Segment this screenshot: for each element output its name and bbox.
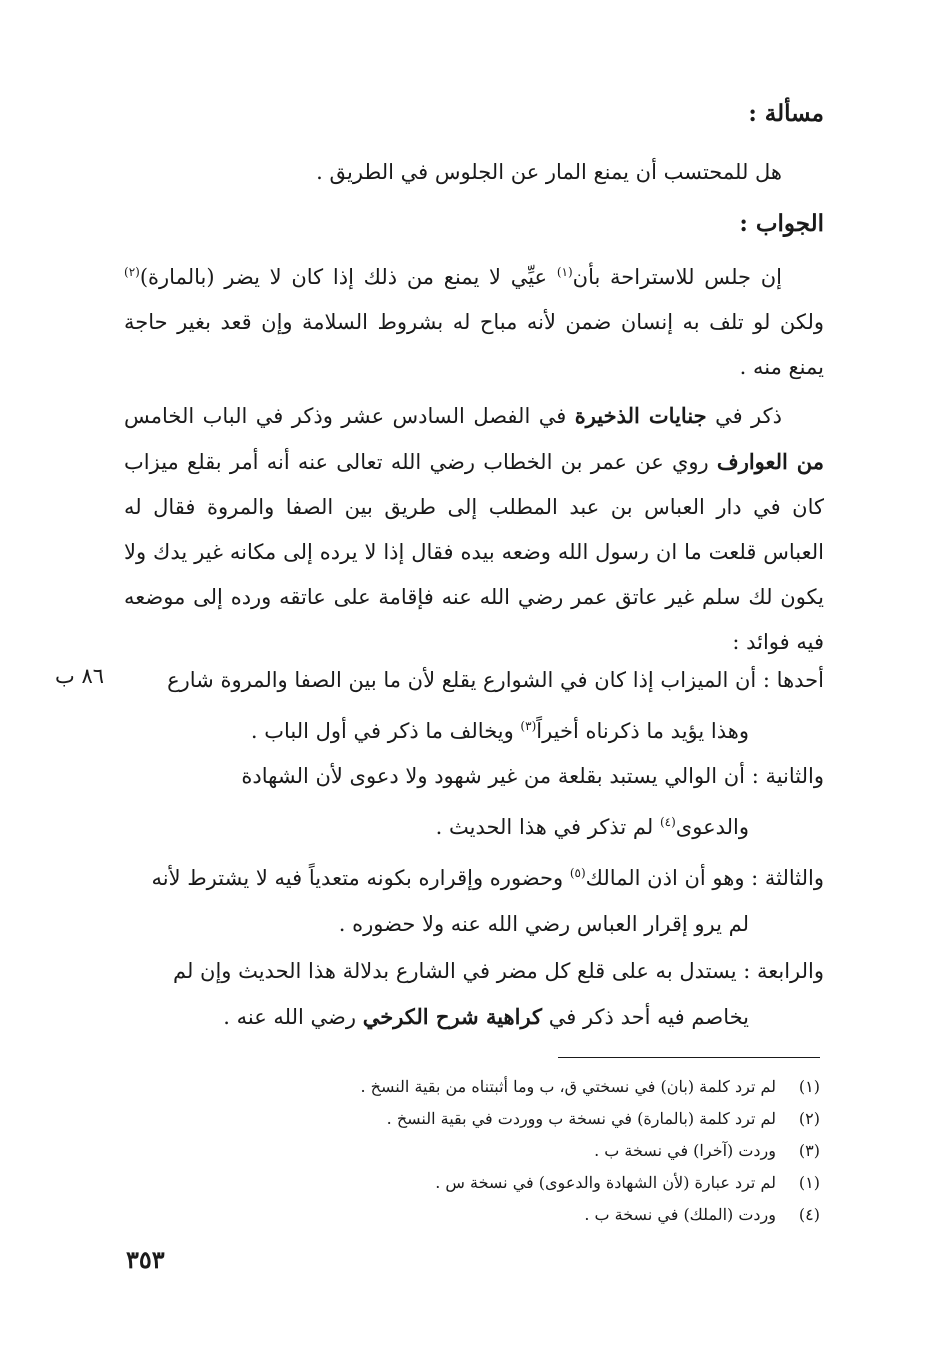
footnote-number: (٤)	[798, 1205, 820, 1224]
footnote-ref-1: (١)	[556, 265, 573, 279]
benefit-2-text-end: لم تذكر في هذا الحديث .	[435, 815, 660, 839]
benefit-3	[112, 850, 824, 947]
benefit-2	[112, 753, 824, 850]
footnote-text: وردت (آخرا) في نسخة ب .	[594, 1141, 776, 1160]
footnote-3	[594, 1136, 820, 1166]
footnote-text: وردت (الملك) في نسخة ب .	[584, 1205, 776, 1224]
footnote-4	[435, 1168, 820, 1198]
footnote-5	[584, 1200, 820, 1230]
benefit-2-continuation	[112, 799, 824, 850]
benefit-4	[112, 948, 824, 1040]
footnote-text: لم ترد كلمة (بان) في نسختي ق، ب وما أثبتناه من بقية النسخ .	[360, 1077, 776, 1096]
footnote-ref-4: (٤)	[659, 815, 676, 829]
source-title-awarif: من العوارف	[716, 449, 824, 474]
footnote-divider	[558, 1057, 820, 1058]
benefit-3-text: والثالثة : وهو أن اذن المالك	[585, 866, 824, 890]
footnote-number: (١)	[798, 1077, 820, 1096]
benefit-1-continuation	[112, 703, 824, 754]
footnote-ref-5: (٥)	[569, 866, 586, 880]
footnote-1	[360, 1072, 820, 1102]
benefit-3-text-2: وحضوره وإقراره بكونه متعدياً فيه لا يشترط لأنه	[151, 866, 570, 890]
narration-text-1: ذكر في	[706, 404, 782, 428]
benefit-3-continuation: لم يرو إقرار العباس رضي الله عنه ولا حضوره .	[338, 912, 749, 936]
answer-paragraph	[124, 250, 824, 390]
answer-text-2: عيِّي لا يمنع من ذلك إذا كان لا يضر (بالمارة)	[139, 265, 557, 289]
benefit-1-text-end: ويخالف ما ذكر في أول الباب .	[250, 719, 521, 743]
footnote-number: (٢)	[798, 1109, 820, 1128]
benefit-2-text: والدعوى	[675, 815, 749, 839]
narration-text-2: في الفصل السادس عشر وذكر في الباب الخامس	[124, 404, 575, 428]
benefit-4-text: يخاصم فيه أحد ذكر في	[542, 1005, 749, 1029]
margin-folio-note: ٨٦ ب	[55, 664, 105, 688]
benefit-1	[112, 657, 824, 754]
footnote-text: لم ترد عبارة (لأن الشهادة والدعوى) في نسخة س .	[435, 1173, 776, 1192]
footnote-number: (١)	[798, 1173, 820, 1192]
answer-text-1: إن جلس للاستراحة بأن	[572, 265, 782, 289]
benefit-4-continuation	[112, 994, 824, 1040]
source-title-karkhi: كراهية شرح الكرخي	[362, 1004, 543, 1029]
benefit-1-text: وهذا يؤيد ما ذكرناه أخيراً	[536, 719, 749, 743]
question-text: هل للمحتسب أن يمنع المار عن الجلوس في الطريق .	[316, 160, 782, 184]
answer-heading: الجواب :	[739, 210, 824, 237]
benefit-4-line: والرابعة : يستدل به على قلع كل مضر في الشارع بدلالة هذا الحديث وإن لم	[172, 959, 824, 983]
benefit-1-line: أحدها : أن الميزاب إذا كان في الشوارع يقلع لأن ما بين الصفا والمروة شارع	[167, 668, 824, 692]
footnote-2	[387, 1104, 820, 1134]
source-title-dhakhira: جنايات الذخيرة	[574, 403, 707, 428]
footnote-ref-2: (٢)	[124, 265, 140, 279]
footnote-number: (٣)	[798, 1141, 820, 1160]
narration-paragraph	[124, 393, 824, 665]
benefit-2-line: والثانية : أن الوالي يستبد بقلعة من غير شهود ولا دعوى لأن الشهادة	[241, 764, 824, 788]
page-number: ٣٥٣	[126, 1245, 165, 1274]
answer-text-3: ولكن لو تلف به إنسان ضمن لأنه مباح له بشروط السلامة وإن قعد بغير حاجة يمنع منه .	[124, 310, 824, 379]
question-heading: مسألة :	[748, 100, 824, 127]
benefit-3-line	[112, 850, 824, 901]
benefit-4-text-end: رضي الله عنه .	[223, 1005, 363, 1029]
footnote-text: لم ترد كلمة (بالمارة) في نسخة ب ووردت في بقية النسخ .	[386, 1109, 776, 1128]
narration-text-3: روي عن عمر بن الخطاب رضي الله تعالى عنه أنه أمر بقلع ميزاب كان في دار العباس بن عبد المطلب إلى طريق بين الصفا والمروة فقال له العباس قلعت ما ان رسول الله وضعه بيده فقال إذا لا يرده إلى مكانه غير يدك ولا يكون لك سلم غير عاتق عمر رضي الله عنه فإقامة على عاتقه ورده إلى موضعه فيه فوائد :	[124, 450, 824, 654]
footnote-ref-3: (٣)	[520, 719, 537, 733]
